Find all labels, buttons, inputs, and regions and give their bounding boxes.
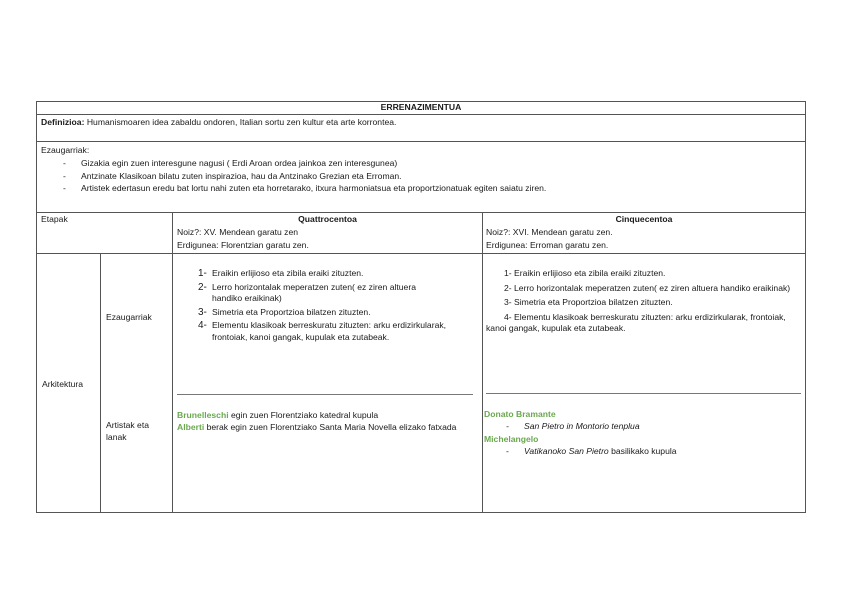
document-table	[36, 101, 806, 513]
list-item: 4- Elementu klasikoak berreskuratu zituzten: arku erdizirkularak, frontoiak, kanoi gangak, kupulak eta zutabeak.	[198, 320, 447, 342]
cinque-where: Erdigunea: Erroman garatu zen.	[486, 240, 609, 250]
list-item: - Antzinate Klasikoan bilatu zuten inspirazioa, hau da Antzinako Grezian eta Erroman.	[41, 170, 546, 183]
features-label: Ezaugarriak:	[41, 145, 90, 155]
artist-works	[484, 445, 804, 458]
arch-artists-label-1: Artistak eta	[106, 420, 149, 430]
list-item: 1- Eraikin erlijioso eta zibila eraiki zituzten.	[198, 268, 364, 279]
artist-entry: Brunelleschi egin zuen Florentziako katedral kupula	[177, 410, 379, 420]
quattro-where: Erdigunea: Florentzian garatu zen.	[177, 240, 309, 250]
list-item: 2- Lerro horizontalak meperatzen zuten( ez ziren altuera handiko eraikinak)	[504, 282, 791, 293]
artist-name: Michelangelo	[484, 433, 539, 444]
cinque-features-list	[483, 268, 804, 338]
rule-title	[37, 114, 805, 115]
features-list	[41, 157, 546, 195]
rule-col0	[100, 253, 101, 513]
page-title: ERRENAZIMENTUA	[380, 102, 462, 112]
definition-label: Definizioa:	[41, 117, 85, 127]
definition-row	[41, 117, 396, 128]
arch-features-label: Ezaugarriak	[106, 312, 152, 322]
arch-artists-label-2: lanak	[106, 432, 127, 442]
list-item: - San Pietro in Montorio tenplua	[484, 420, 804, 433]
cinque-artists	[484, 408, 804, 457]
rule-features	[37, 212, 805, 213]
rule-stages	[37, 253, 805, 254]
quattro-title: Quattrocentoa	[298, 214, 357, 224]
cinque-when: Noiz?: XVI. Mendean garatu zen.	[486, 227, 613, 237]
cinque-separator	[486, 393, 801, 394]
list-item: - Gizakia egin zuen interesgune nagusi ( Erdi Aroan ordea jainkoa zen interesgunea)	[41, 157, 546, 170]
list-item: 3- Simetria eta Proportzioa bilatzen zituzten.	[504, 297, 673, 307]
list-item: 4- Elementu klasikoak berreskuratu zituzten: arku erdizirkularak, frontoiak, kanoi gangak, kupulak eta zutabeak.	[486, 311, 786, 333]
rule-col1	[172, 212, 173, 513]
artist-name: Brunelleschi	[177, 410, 229, 420]
list-item: 1- Eraikin erlijioso eta zibila eraiki zituzten.	[504, 268, 666, 278]
list-item: 2- Lerro horizontalak meperatzen zuten( ez ziren altuera handiko eraikinak)	[198, 281, 416, 303]
quattro-features-list	[176, 268, 448, 345]
list-item: - Vatikanoko San Pietro basilikako kupula	[484, 445, 804, 458]
list-item: 3- Simetria eta Proportzioa bilatzen zituzten.	[198, 306, 371, 318]
stages-label: Etapak	[41, 214, 68, 224]
rule-col2	[482, 212, 483, 513]
definition-text: Humanismoaren idea zabaldu ondoren, Italian sortu zen kultur eta arte korrontea.	[86, 117, 397, 127]
architecture-label: Arkitektura	[42, 379, 84, 389]
quattro-separator	[177, 394, 473, 395]
artist-name: Alberti	[177, 422, 205, 432]
quattro-when: Noiz?: XV. Mendean garatu zen	[177, 227, 299, 237]
artist-name: Donato Bramante	[484, 409, 556, 419]
cinque-title: Cinquecentoa	[615, 214, 673, 224]
quattro-artists	[177, 409, 477, 433]
artist-entry: Alberti berak egin zuen Florentziako Santa Maria Novella elizako fatxada	[177, 422, 457, 432]
artist-works	[484, 420, 804, 433]
rule-definition	[37, 141, 805, 142]
list-item: - Artistek edertasun eredu bat lortu nahi zuten eta horretarako, itxura harmoniatsua eta proportzionatuak egiten saiatu ziren.	[41, 182, 546, 195]
